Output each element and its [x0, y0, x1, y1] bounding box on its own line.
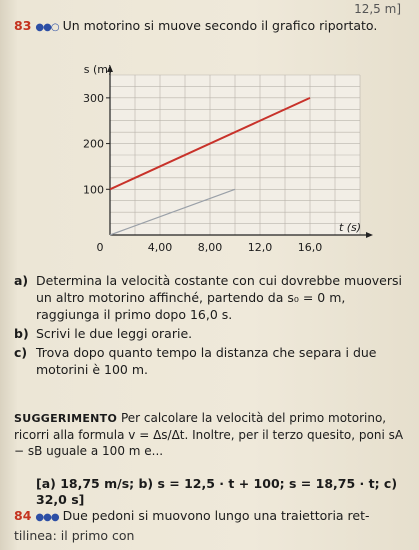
x-tick-label: 16,0	[297, 241, 323, 254]
x-tick-label: 0	[96, 241, 104, 254]
difficulty-dots: ●●○	[35, 22, 59, 33]
difficulty-dots: ●●●	[35, 512, 59, 523]
exercise-statement: Due pedoni si muovono lungo una traiettoria ret-	[62, 508, 370, 523]
question-label: b)	[14, 326, 29, 341]
question-b	[14, 325, 409, 342]
question-text: Scrivi le due leggi orarie.	[36, 326, 193, 341]
question-text: Determina la velocità costante con cui dovrebbe muoversi un altro motorino affinché, partendo da s₀ = 0 m, raggiunga il primo dopo 16,0 s.	[36, 273, 402, 322]
question-text: Trova dopo quanto tempo la distanza che separa i due motorini è 100 m.	[36, 345, 377, 377]
question-a	[14, 272, 409, 323]
y-tick-label: 100	[83, 183, 104, 197]
y-axis-label: s (m)	[83, 63, 113, 76]
x-tick-label: 8,00	[197, 241, 223, 254]
y-tick-label: 300	[83, 91, 104, 105]
exercise-statement: Un motorino si muove secondo il grafico riportato.	[62, 18, 378, 33]
question-label: c)	[14, 345, 28, 360]
exercise-number: 83	[14, 18, 32, 33]
hint-box	[14, 410, 409, 459]
y-tick-label: 200	[83, 137, 104, 151]
position-time-chart	[60, 60, 380, 260]
exercise-84-cut-line: tilinea: il primo con	[14, 528, 135, 543]
exercise-83-header	[14, 18, 414, 36]
exercise-number: 84	[14, 508, 32, 523]
x-tick-label: 4,00	[147, 241, 173, 254]
question-label: a)	[14, 273, 29, 288]
x-axis-label: t (s)	[338, 221, 362, 234]
exercise-84-header	[14, 508, 414, 526]
x-axis-arrow	[366, 232, 373, 238]
x-tick-label: 12,0	[247, 241, 273, 254]
previous-answer-fragment: 12,5 m]	[354, 2, 401, 16]
hint-label: SUGGERIMENTO	[14, 412, 118, 425]
questions-list	[14, 272, 409, 380]
question-c	[14, 344, 409, 378]
answers-line: [a) 18,75 m/s; b) s = 12,5 · t + 100; s = 18,75 · t; c) 32,0 s]	[36, 476, 398, 507]
hint-text: Per calcolare la velocità del primo motorino, ricorri alla formula v = Δs/Δt. Inoltre, per il terzo quesito, poni sA − sB uguale a 100 m e...	[14, 411, 404, 458]
